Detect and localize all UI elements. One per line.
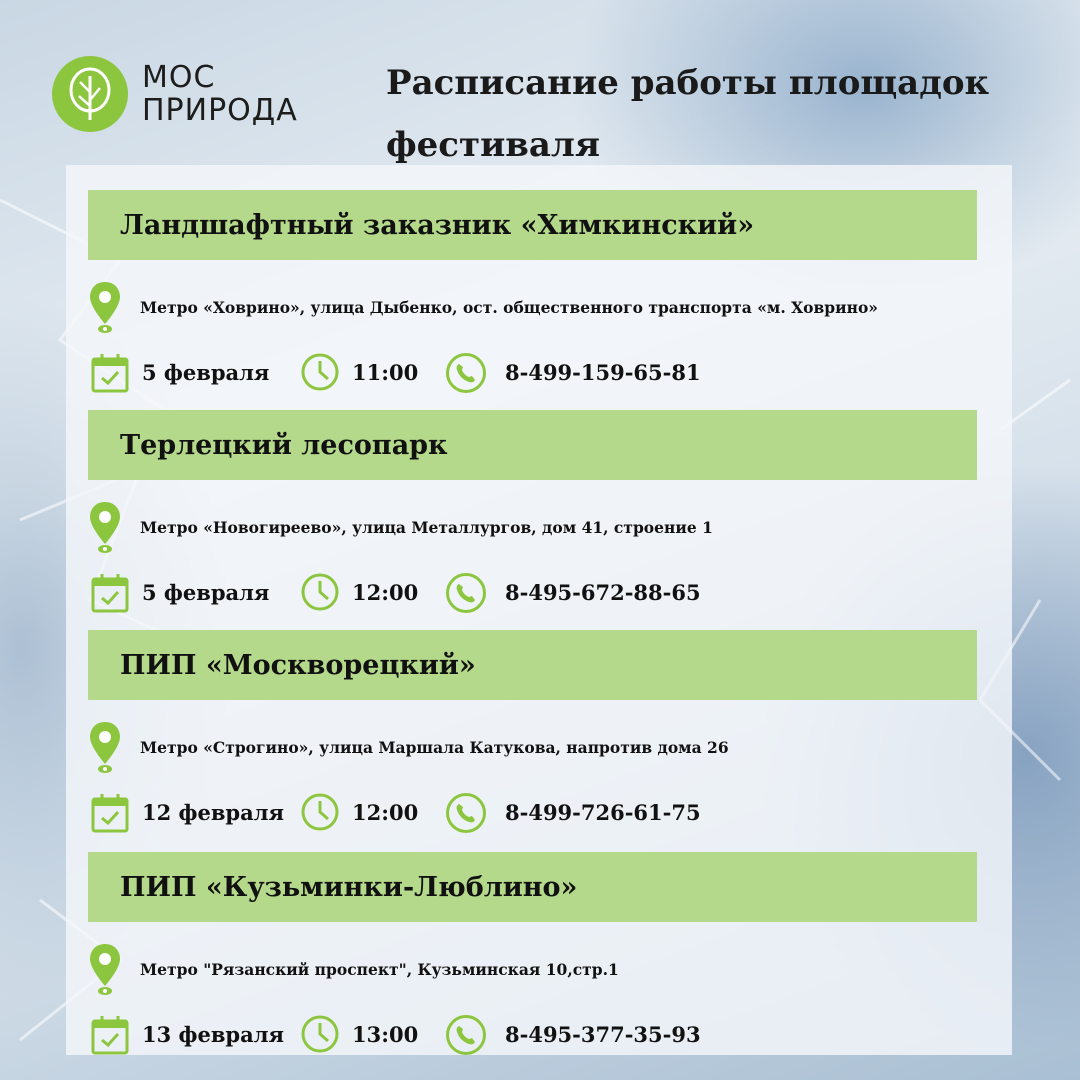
clock-icon [300,352,340,396]
venue-date: 12 февраля [142,800,285,825]
venue-address-row [88,500,713,554]
clock-icon [300,1014,340,1058]
venue-time: 12:00 [352,580,419,605]
phone-icon[interactable] [445,572,487,618]
venue-date: 5 февраля [142,580,270,605]
venue-address: Метро "Рязанский проспект", Кузьминская 10,стр.1 [140,959,619,979]
venue-name: ПИП «Москворецкий» [120,649,476,681]
venue-date: 5 февраля [142,360,270,385]
venue-name: ПИП «Кузьминки-Люблино» [120,871,578,903]
venue-address: Метро «Строгино», улица Маршала Катукова, напротив дома 26 [140,737,729,757]
venue-name: Ландшафтный заказник «Химкинский» [120,209,755,241]
venue-header [88,852,977,922]
location-pin-icon [88,500,122,554]
clock-icon [300,792,340,836]
venue-header [88,190,977,260]
venue-address-row [88,720,729,774]
tree-logo-icon [52,56,128,132]
clock-icon [300,572,340,616]
venue-time: 13:00 [352,1022,419,1047]
location-pin-icon [88,280,122,334]
calendar-icon [90,572,130,618]
venue-time: 12:00 [352,800,419,825]
logo-line-1: МОС [142,60,216,95]
location-pin-icon [88,720,122,774]
mospriroda-logo [52,56,298,132]
venue-address-row [88,280,878,334]
venue-header [88,630,977,700]
venue-date: 13 февраля [142,1022,285,1047]
venue-phone[interactable]: 8-499-726-61-75 [505,800,701,825]
logo-line-2: ПРИРОДА [142,93,298,128]
venue-phone[interactable]: 8-495-672-88-65 [505,580,701,605]
venue-address-row [88,942,619,996]
phone-icon[interactable] [445,1014,487,1060]
calendar-icon [90,352,130,398]
calendar-icon [90,792,130,838]
phone-icon[interactable] [445,352,487,398]
location-pin-icon [88,942,122,996]
phone-icon[interactable] [445,792,487,838]
venue-address: Метро «Новогиреево», улица Металлургов, дом 41, строение 1 [140,517,713,537]
page-title: Расписание работы площадок фестиваля [386,63,990,165]
venue-phone[interactable]: 8-495-377-35-93 [505,1022,701,1047]
calendar-icon [90,1014,130,1060]
venue-time: 11:00 [352,360,419,385]
venue-name: Терлецкий лесопарк [120,429,448,461]
venue-address: Метро «Ховрино», улица Дыбенко, ост. общественного транспорта «м. Ховрино» [140,297,878,317]
venue-phone[interactable]: 8-499-159-65-81 [505,360,701,385]
logo-text [142,61,298,127]
venue-header [88,410,977,480]
